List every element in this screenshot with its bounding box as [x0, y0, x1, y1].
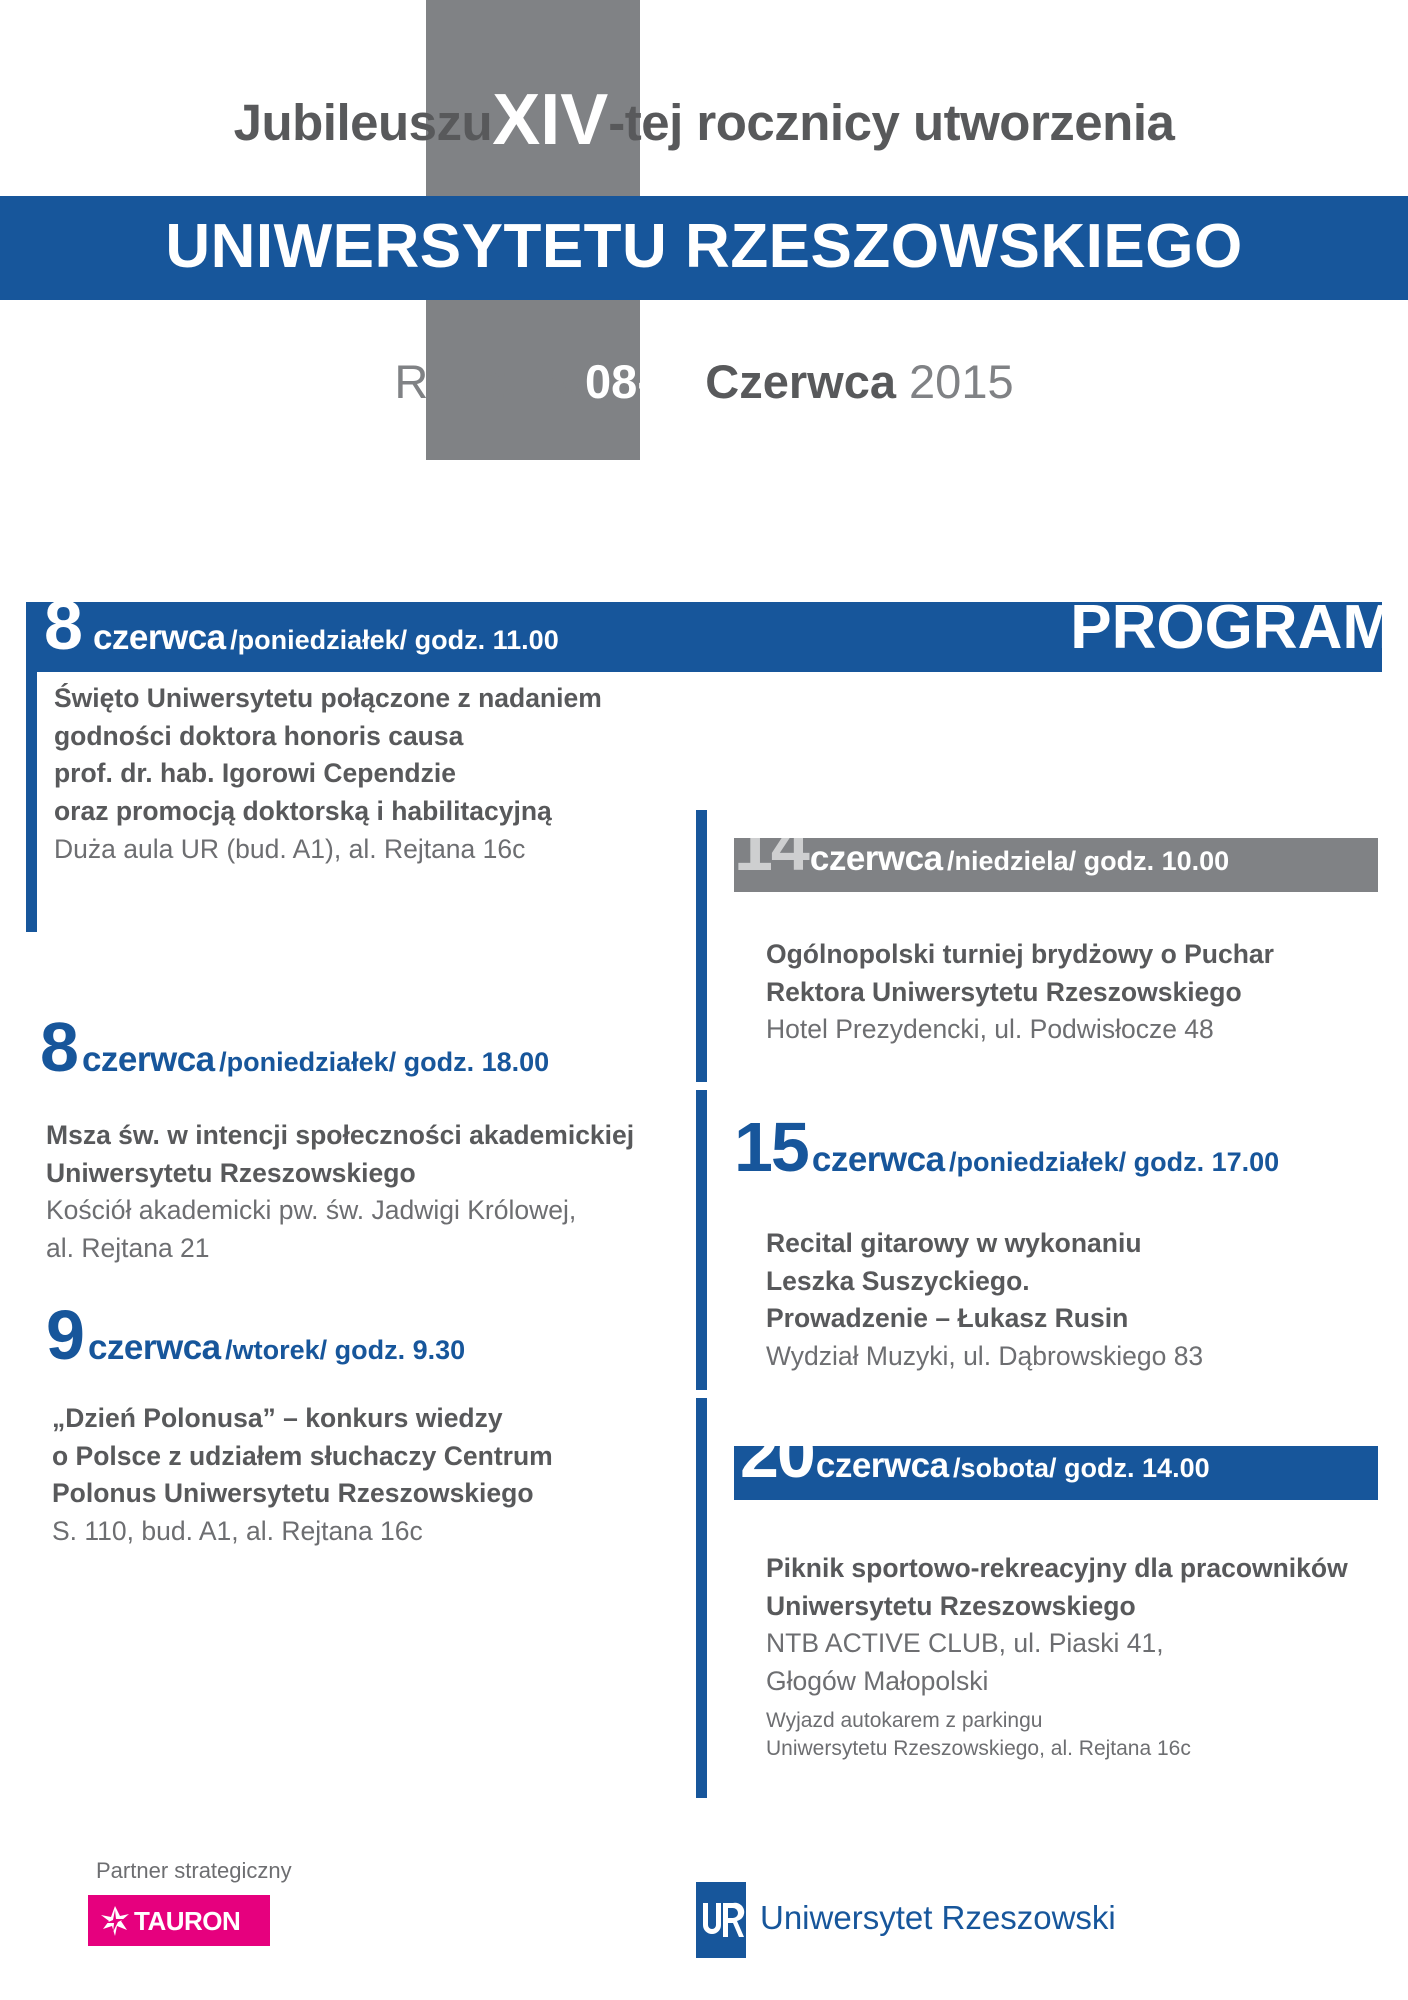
event-block-20-june-1400 — [696, 1398, 1386, 1798]
event-body-line: o Polsce z udziałem słuchaczy Centrum — [52, 1440, 553, 1471]
event-venue-line: NTB ACTIVE CLUB, ul. Piaski 41, — [766, 1628, 1164, 1659]
event-dow-time: /wtorek/ godz. 9.30 — [225, 1335, 466, 1365]
event-block-8-june-1100 — [26, 586, 666, 935]
event-block-15-june-1700 — [696, 1090, 1386, 1390]
event-day-number: 15 — [734, 1108, 808, 1186]
event-body — [46, 1117, 634, 1268]
event-dow-time: /poniedziałek/ godz. 11.00 — [230, 625, 559, 655]
event-body-line: Msza św. w intencji społeczności akademickiej — [46, 1120, 635, 1150]
event-venue-line: Wydział Muzyki, ul. Dąbrowskiego 83 — [766, 1340, 1204, 1371]
event-body-line: Rektora Uniwersytetu Rzeszowskiego — [766, 976, 1242, 1007]
header-anniversary-suffix: -tej rocznicy utworzenia — [608, 94, 1175, 151]
event-rail — [696, 1398, 707, 1798]
event-body-line: Polonus Uniwersytetu Rzeszowskiego — [52, 1478, 534, 1509]
event-day-number: 14 — [734, 807, 808, 885]
event-venue-line: Hotel Prezydencki, ul. Podwisłocze 48 — [766, 1014, 1214, 1045]
header-date-range: 08-20 — [585, 355, 706, 408]
event-month-word: czerwca — [81, 1040, 215, 1079]
event-day-number: 8 — [40, 1008, 77, 1086]
event-body — [766, 936, 1274, 1049]
event-header-row — [46, 1296, 466, 1374]
event-header-row — [44, 586, 559, 664]
event-header-row — [734, 1108, 1280, 1186]
event-body — [766, 1225, 1203, 1376]
event-day-number: 9 — [46, 1296, 83, 1374]
university-logo-ur-icon — [697, 1897, 745, 1943]
event-body-line: Święto Uniwersytetu połączone z nadaniem — [54, 683, 602, 713]
event-venue-line: S. 110, bud. A1, al. Rejtana 16c — [52, 1515, 423, 1546]
event-dow-time: /poniedziałek/ godz. 17.00 — [949, 1147, 1280, 1177]
event-body-line: prof. dr. hab. Igorowi Cependzie — [54, 758, 456, 789]
event-block-8-june-1800 — [40, 1008, 680, 1282]
event-rail — [696, 810, 707, 1082]
event-body — [54, 680, 602, 868]
event-venue-line: Głogów Małopolski — [766, 1665, 989, 1696]
header-month: Czerwca — [705, 355, 896, 408]
event-dow-time: /niedziela/ godz. 10.00 — [947, 846, 1230, 876]
event-month-word: czerwca — [815, 1446, 949, 1485]
event-body-line: Piknik sportowo-rekreacyjny dla pracowników — [766, 1553, 1348, 1583]
event-month-word: czerwca — [92, 618, 226, 657]
university-logo-text: Uniwersytet Rzeszowski — [760, 1899, 1116, 1936]
event-note-line: Uniwersytetu Rzeszowskiego, al. Rejtana 16c — [766, 1736, 1191, 1760]
event-body-line: „Dzień Polonusa” – konkurs wiedzy — [52, 1403, 503, 1433]
event-month-word: czerwca — [809, 839, 943, 878]
event-header-row — [734, 807, 1230, 885]
event-body — [52, 1400, 553, 1551]
program-title: PROGRAM — [1070, 593, 1394, 662]
event-month-word: czerwca — [811, 1140, 945, 1179]
event-body-line: Uniwersytetu Rzeszowskiego — [46, 1157, 416, 1188]
event-header-row — [740, 1414, 1210, 1492]
event-body-line: Ogólnopolski turniej brydżowy o Puchar — [766, 939, 1274, 969]
event-header-row — [40, 1008, 550, 1086]
event-body-line: Prowadzenie – Łukasz Rusin — [766, 1303, 1129, 1334]
event-body-line: godności doktora honoris causa — [54, 720, 464, 751]
event-day-number: 8 — [44, 586, 81, 664]
event-block-14-june-1000 — [696, 796, 1386, 1086]
header-university-title: UNIWERSYTETU RZESZOWSKIEGO — [165, 212, 1243, 281]
header-place-date-line — [0, 355, 1408, 408]
event-rail — [26, 602, 37, 932]
header-year: 2015 — [909, 355, 1014, 408]
event-venue-line: Duża aula UR (bud. A1), al. Rejtana 16c — [54, 833, 526, 864]
tauron-logo — [88, 1895, 270, 1946]
event-dow-time: /poniedziałek/ godz. 18.00 — [219, 1047, 550, 1077]
header-anniversary-line — [0, 80, 1408, 160]
event-venue-line: al. Rejtana 21 — [46, 1232, 210, 1263]
partner-strategic-label: Partner strategiczny — [96, 1858, 292, 1883]
event-body-line: Leszka Suszyckiego. — [766, 1265, 1030, 1296]
event-day-number: 20 — [740, 1414, 814, 1492]
event-dow-time: /sobota/ godz. 14.00 — [953, 1453, 1210, 1483]
poster-header — [0, 0, 1408, 460]
event-body — [766, 1550, 1348, 1763]
header-jubilee-word: Jubileuszu — [233, 94, 493, 151]
event-month-word: czerwca — [87, 1328, 221, 1367]
event-body-line: oraz promocją doktorską i habilitacyjną — [54, 795, 552, 826]
event-note-line: Wyjazd autokarem z parkingu — [766, 1708, 1043, 1732]
tauron-mark-icon — [100, 1905, 130, 1937]
event-body-line: Uniwersytetu Rzeszowskiego — [766, 1590, 1136, 1621]
header-roman-numeral: XIV — [492, 80, 609, 160]
event-body-line: Recital gitarowy w wykonaniu — [766, 1228, 1142, 1258]
tauron-wordmark: TAURON — [134, 1906, 241, 1936]
event-venue-line: Kościół akademicki pw. św. Jadwigi Królowej, — [46, 1195, 577, 1226]
event-block-9-june-0930 — [40, 1296, 680, 1600]
header-city: Rzeszów — [394, 355, 586, 408]
event-rail — [696, 1090, 707, 1390]
